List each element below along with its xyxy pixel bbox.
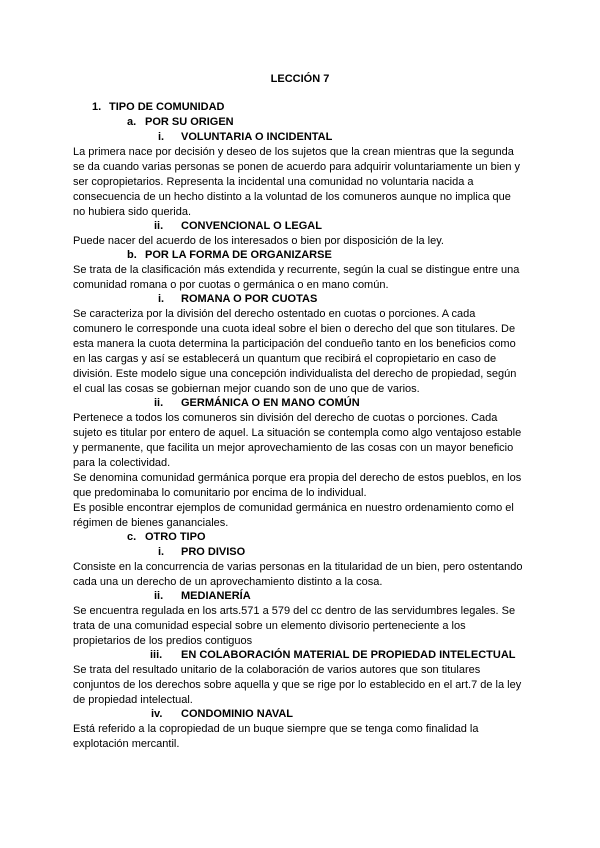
paragraph-line: comunidad romana o por cuotas o germánica o en mano común. <box>73 279 389 291</box>
paragraph-line: cada una un derecho de un aprovechamiento distinto a la cosa. <box>73 576 383 588</box>
section-b-number: b. <box>127 249 137 261</box>
paragraph-line: ser copropietarios. Representa la incidental una comunidad no voluntaria nacida a <box>73 176 474 188</box>
paragraph-line: el cual las cosas se gobiernan mejor cuando son de uno que de varios. <box>73 383 420 395</box>
paragraph-line: Se trata de la clasificación más extendida y recurrente, según la cual se distingue entre una <box>73 264 520 276</box>
subsection-c-ii-heading: MEDIANERÍA <box>181 590 251 602</box>
paragraph-line: Se caracteriza por la división del derecho ostentado en cuotas o porciones. A cada <box>73 308 476 320</box>
paragraph-line: división. Este modelo sigue una concepción individualista del derecho de propiedad, según <box>73 368 517 380</box>
subsection-b-ii-number: ii. <box>154 397 164 409</box>
paragraph-line: Está referido a la copropiedad de un buque siempre que se tenga como finalidad la <box>73 723 479 735</box>
paragraph-line: en las cargas y así se establecerá un quantum que recibirá el copropietario en caso de <box>73 353 497 365</box>
paragraph-line: para la colectividad. <box>73 457 171 469</box>
subsection-c-ii-number: ii. <box>154 590 164 602</box>
subsection-c-i-number: i. <box>158 546 165 558</box>
paragraph-line: Puede nacer del acuerdo de los interesados o bien por disposición de la ley. <box>73 235 444 247</box>
section-a-number: a. <box>127 116 137 128</box>
paragraph-line: no hubiera sido querida. <box>73 206 192 218</box>
paragraph-line: Se trata del resultado unitario de la colaboración de varios autores que son titulares <box>73 664 481 676</box>
paragraph-line: Se encuentra regulada en los arts.571 a 579 del cc dentro de las servidumbres legales. Se <box>73 605 516 617</box>
paragraph-line: conjuntos de los derechos sobre aquella y que se rige por lo establecido en el art.7 de la ley <box>73 679 522 691</box>
paragraph-line: La primera nace por decisión y deseo de los sujetos que la crean mientras que la segunda <box>73 146 514 158</box>
paragraph-line: que predominaba lo comunitario por encima de lo individual. <box>73 487 367 499</box>
subsection-b-i-heading: ROMANA O POR CUOTAS <box>181 293 318 305</box>
paragraph-line: esta manera la cuota determina la participación del condueño tanto en los beneficios como <box>73 338 516 350</box>
subsection-a-i-number: i. <box>158 131 165 143</box>
section-c-number: c. <box>127 531 137 543</box>
subsection-c-iv-number: iv. <box>151 708 163 720</box>
paragraph-line: comunero le corresponde una cuota ideal sobre el bien o derecho del que son titulares. De <box>73 323 516 335</box>
subsection-a-i-heading: VOLUNTARIA O INCIDENTAL <box>181 131 333 143</box>
paragraph-line: consecuencia de un hecho distinto a la voluntad de los comuneros aunque no implica que <box>73 191 511 203</box>
page-title: LECCIÓN 7 <box>270 73 330 85</box>
heading-1-text: TIPO DE COMUNIDAD <box>109 101 225 113</box>
paragraph-line: se da cuando varias personas se ponen de acuerdo para adquirir voluntariamente un bien y <box>73 161 521 173</box>
section-a-heading: POR SU ORIGEN <box>145 116 234 128</box>
section-c-heading: OTRO TIPO <box>145 531 206 543</box>
paragraph-line: Consiste en la concurrencia de varias personas en la titularidad de un bien, pero ostentando <box>73 561 523 573</box>
paragraph-line: propietarios de los predios contiguos <box>73 635 253 647</box>
paragraph-line: y permanente, que facilita un mejor aprovechamiento de las cosas con un mayor beneficio <box>73 442 514 454</box>
subsection-a-ii-heading: CONVENCIONAL O LEGAL <box>181 220 322 232</box>
subsection-a-ii-number: ii. <box>154 220 164 232</box>
paragraph-line: régimen de bienes gananciales. <box>73 517 229 529</box>
subsection-c-iii-number: iii. <box>150 649 163 661</box>
section-b-heading: POR LA FORMA DE ORGANIZARSE <box>145 249 332 261</box>
paragraph-line: Es posible encontrar ejemplos de comunidad germánica en nuestro ordenamiento como el <box>73 502 514 514</box>
heading-1-number: 1. <box>92 101 102 113</box>
paragraph-line: Se denomina comunidad germánica porque era propia del derecho de estos pueblos, en los <box>73 472 522 484</box>
subsection-b-ii-heading: GERMÁNICA O EN MANO COMÚN <box>181 397 360 409</box>
subsection-c-iii-heading: EN COLABORACIÓN MATERIAL DE PROPIEDAD INTELECTUAL <box>181 649 516 661</box>
subsection-c-iv-heading: CONDOMINIO NAVAL <box>181 708 294 720</box>
subsection-b-i-number: i. <box>158 293 165 305</box>
paragraph-line: Pertenece a todos los comuneros sin división del derecho de cuotas o porciones. Cada <box>73 412 498 424</box>
paragraph-line: explotación mercantil. <box>73 738 180 750</box>
paragraph-line: trata de una comunidad especial sobre un elemento divisorio perteneciente a los <box>73 620 466 632</box>
subsection-c-i-heading: PRO DIVISO <box>181 546 246 558</box>
paragraph-line: de propiedad intelectual. <box>73 694 193 706</box>
paragraph-line: sujeto es titular por entero de aquel. La situación se contempla como algo ventajoso estable <box>73 427 522 439</box>
